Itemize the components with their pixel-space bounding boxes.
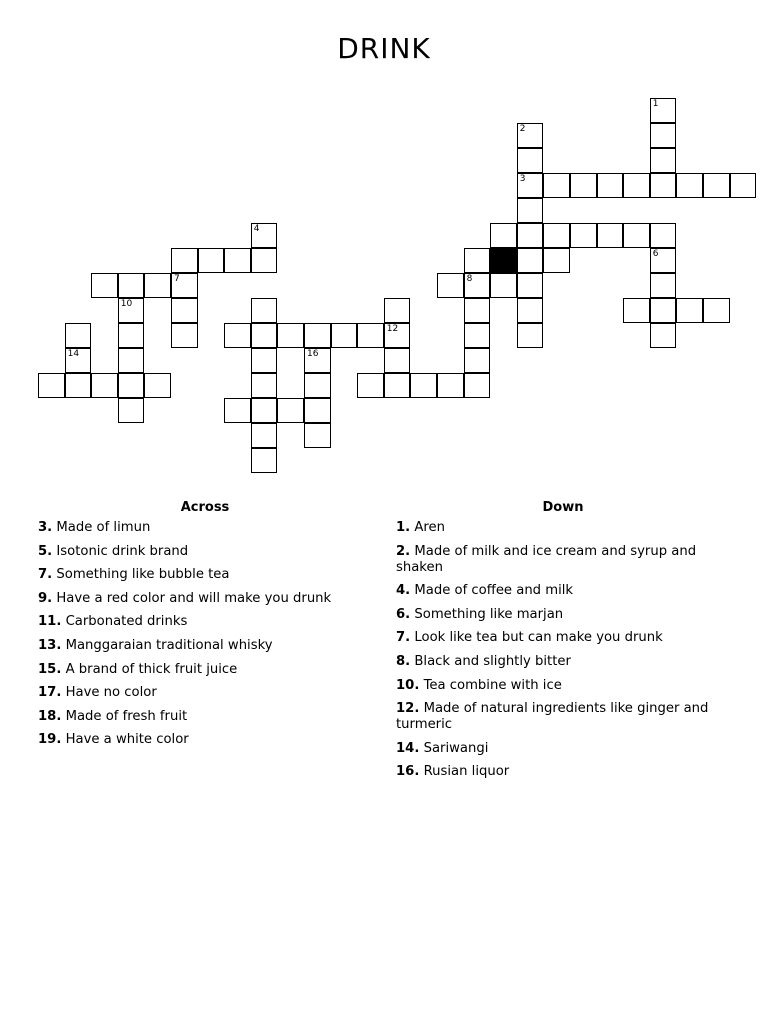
clue-text: Carbonated drinks [61, 614, 188, 630]
down-clue [396, 544, 730, 576]
crossword-cell[interactable] [304, 323, 331, 348]
puzzle-title: DRINK [337, 32, 431, 65]
crossword-cell[interactable] [650, 123, 677, 148]
clue-number: 6. [396, 606, 411, 622]
clue-text: Made of limun [52, 520, 151, 535]
across-clue [38, 662, 372, 678]
crossword-cell[interactable] [464, 323, 491, 348]
clue-text: Made of fresh fruit [61, 708, 188, 724]
crossword-cell[interactable] [171, 323, 198, 348]
crossword-cell[interactable] [251, 398, 278, 423]
crossword-cell[interactable] [676, 173, 703, 198]
across-clues [38, 500, 372, 756]
crossword-cell[interactable] [251, 373, 278, 398]
clue-text: Look like tea but can make you drunk [410, 630, 663, 646]
crossword-cell[interactable] [171, 298, 198, 323]
crossword-cell[interactable] [224, 398, 251, 423]
crossword-cell[interactable] [224, 323, 251, 348]
crossword-cell[interactable] [490, 273, 517, 298]
across-heading: Across [180, 500, 230, 515]
crossword-cell[interactable] [703, 173, 730, 198]
crossword-cell[interactable] [517, 173, 544, 198]
down-clue [396, 701, 730, 733]
crossword-cell[interactable] [38, 373, 65, 398]
clue-number: 9. [38, 590, 53, 606]
down-clue [396, 678, 730, 694]
crossword-cell[interactable] [304, 398, 331, 423]
across-clue [38, 544, 372, 560]
down-clue-list [396, 520, 730, 780]
crossword-cell[interactable] [251, 448, 278, 473]
crossword-cell[interactable] [543, 223, 570, 248]
down-clue [396, 654, 730, 670]
crossword-cell[interactable] [570, 223, 597, 248]
crossword-cell[interactable] [118, 323, 145, 348]
crossword-cell[interactable] [410, 373, 437, 398]
crossword-cell[interactable] [623, 173, 650, 198]
across-clue [38, 614, 372, 630]
crossword-cell[interactable] [517, 223, 544, 248]
clue-number: 13. [38, 637, 62, 653]
cell-number: 14 [67, 349, 80, 359]
cell-number: 10 [120, 299, 133, 309]
black-cell [490, 248, 517, 273]
clue-number: 11. [38, 614, 62, 630]
crossword-cell[interactable] [118, 373, 145, 398]
crossword-cell[interactable] [650, 223, 677, 248]
crossword-cell[interactable] [517, 273, 544, 298]
crossword-cell[interactable] [650, 98, 677, 123]
crossword-cell[interactable] [650, 323, 677, 348]
crossword-cell[interactable] [304, 348, 331, 373]
clue-number: 7. [396, 630, 411, 646]
cell-number: 2 [519, 124, 526, 134]
crossword-cell[interactable] [65, 323, 92, 348]
clue-number: 15. [38, 661, 62, 677]
clue-text: Have no color [61, 685, 157, 701]
crossword-cell[interactable] [118, 348, 145, 373]
down-clue [396, 520, 730, 536]
crossword-grid [0, 0, 768, 500]
down-clue [396, 607, 730, 623]
clue-text: Made of milk and ice cream and syrup and shaken [396, 543, 697, 575]
clue-number: 10. [396, 677, 420, 693]
crossword-cell[interactable] [384, 298, 411, 323]
crossword-cell[interactable] [331, 323, 358, 348]
cell-number: 4 [253, 224, 260, 234]
cell-number: 7 [174, 274, 180, 284]
clue-text: A brand of thick fruit juice [61, 661, 238, 677]
clue-text: Made of coffee and milk [410, 583, 574, 599]
crossword-cell[interactable] [357, 373, 384, 398]
crossword-cell[interactable] [91, 373, 118, 398]
clue-number: 5. [38, 543, 53, 559]
crossword-cell[interactable] [65, 348, 92, 373]
crossword-cell[interactable] [118, 273, 145, 298]
down-clues [396, 500, 730, 788]
crossword-cell[interactable] [251, 323, 278, 348]
across-clue [38, 591, 372, 607]
crossword-cell[interactable] [570, 173, 597, 198]
crossword-cell[interactable] [650, 248, 677, 273]
crossword-cell[interactable] [198, 248, 225, 273]
cell-number: 6 [652, 249, 659, 259]
clue-text: Have a red color and will make you drunk [52, 590, 332, 606]
crossword-cell[interactable] [357, 323, 384, 348]
crossword-cell[interactable] [251, 248, 278, 273]
crossword-cell[interactable] [730, 173, 757, 198]
clue-text: Made of natural ingredients like ginger and turmeric [396, 701, 709, 733]
crossword-cell[interactable] [384, 323, 411, 348]
crossword-cell[interactable] [464, 373, 491, 398]
crossword-cell[interactable] [597, 223, 624, 248]
across-clue [38, 685, 372, 701]
crossword-cell[interactable] [543, 173, 570, 198]
down-clue [396, 630, 730, 646]
crossword-cell[interactable] [517, 298, 544, 323]
crossword-cell[interactable] [171, 273, 198, 298]
crossword-cell[interactable] [384, 348, 411, 373]
down-clue [396, 764, 730, 780]
crossword-cell[interactable] [384, 373, 411, 398]
clue-number: 18. [38, 708, 62, 724]
crossword-cell[interactable] [118, 398, 145, 423]
across-clue-list [38, 520, 372, 748]
clue-number: 3. [38, 520, 53, 535]
crossword-cell[interactable] [517, 148, 544, 173]
crossword-cell[interactable] [277, 323, 304, 348]
crossword-cell[interactable] [650, 148, 677, 173]
cell-number: 12 [386, 324, 399, 334]
clue-number: 2. [396, 543, 411, 559]
clue-number: 17. [38, 685, 62, 701]
crossword-cell[interactable] [304, 373, 331, 398]
clue-text: Tea combine with ice [419, 677, 562, 693]
across-clue [38, 638, 372, 654]
crossword-cell[interactable] [623, 298, 650, 323]
clue-text: Sariwangi [419, 740, 489, 756]
crossword-cell[interactable] [171, 248, 198, 273]
clue-number: 19. [38, 732, 62, 748]
crossword-cell[interactable] [437, 373, 464, 398]
crossword-cell[interactable] [304, 423, 331, 448]
clue-text: Something like bubble tea [52, 567, 230, 583]
clue-number: 8. [396, 653, 411, 669]
crossword-cell[interactable] [464, 298, 491, 323]
down-clue [396, 741, 730, 757]
crossword-cell[interactable] [676, 298, 703, 323]
crossword-cell[interactable] [91, 273, 118, 298]
cell-number: 8 [466, 274, 473, 284]
crossword-cell[interactable] [251, 423, 278, 448]
cell-number: 5 [493, 249, 499, 259]
crossword-cell[interactable] [597, 173, 624, 198]
across-clue [38, 567, 372, 583]
crossword-cell[interactable] [517, 123, 544, 148]
down-clue [396, 583, 730, 599]
across-clue [38, 520, 372, 536]
clue-text: Something like marjan [410, 606, 564, 622]
crossword-cell[interactable] [490, 223, 517, 248]
crossword-cell[interactable] [118, 298, 145, 323]
crossword-cell[interactable] [517, 323, 544, 348]
crossword-cell[interactable] [144, 273, 171, 298]
crossword-cell[interactable] [464, 273, 491, 298]
cell-number: 16 [307, 349, 319, 359]
crossword-cell[interactable] [144, 373, 171, 398]
crossword-cell[interactable] [251, 348, 278, 373]
crossword-cell[interactable] [224, 248, 251, 273]
crossword-cell[interactable] [650, 298, 677, 323]
clue-text: Isotonic drink brand [52, 543, 189, 559]
clue-number: 16. [396, 764, 420, 780]
down-heading: Down [542, 500, 584, 515]
cell-number: 3 [519, 174, 526, 184]
clue-number: 14. [396, 740, 420, 756]
clue-text: Have a white color [61, 732, 189, 748]
crossword-cell[interactable] [650, 173, 677, 198]
crossword-cell[interactable] [703, 298, 730, 323]
crossword-cell[interactable] [251, 223, 278, 248]
clue-text: Manggaraian traditional whisky [61, 637, 273, 653]
clue-number: 12. [396, 701, 420, 717]
clue-text: Black and slightly bitter [410, 653, 571, 669]
clue-number: 1. [396, 520, 411, 535]
clue-number: 7. [38, 567, 53, 583]
clue-text: Rusian liquor [419, 764, 510, 780]
crossword-cell[interactable] [437, 273, 464, 298]
crossword-cell[interactable] [251, 298, 278, 323]
clue-number: 4. [396, 583, 411, 599]
crossword-cell[interactable] [277, 398, 304, 423]
crossword-cell[interactable] [517, 198, 544, 223]
crossword-cell[interactable] [65, 373, 92, 398]
cell-number: 1 [652, 99, 659, 109]
crossword-cell[interactable] [464, 348, 491, 373]
clue-text: Aren [410, 520, 446, 535]
across-clue [38, 732, 372, 748]
crossword-cell[interactable] [464, 248, 491, 273]
across-clue [38, 709, 372, 725]
crossword-cell[interactable] [517, 248, 544, 273]
crossword-cell[interactable] [543, 248, 570, 273]
crossword-cell[interactable] [650, 273, 677, 298]
crossword-cell[interactable] [623, 223, 650, 248]
